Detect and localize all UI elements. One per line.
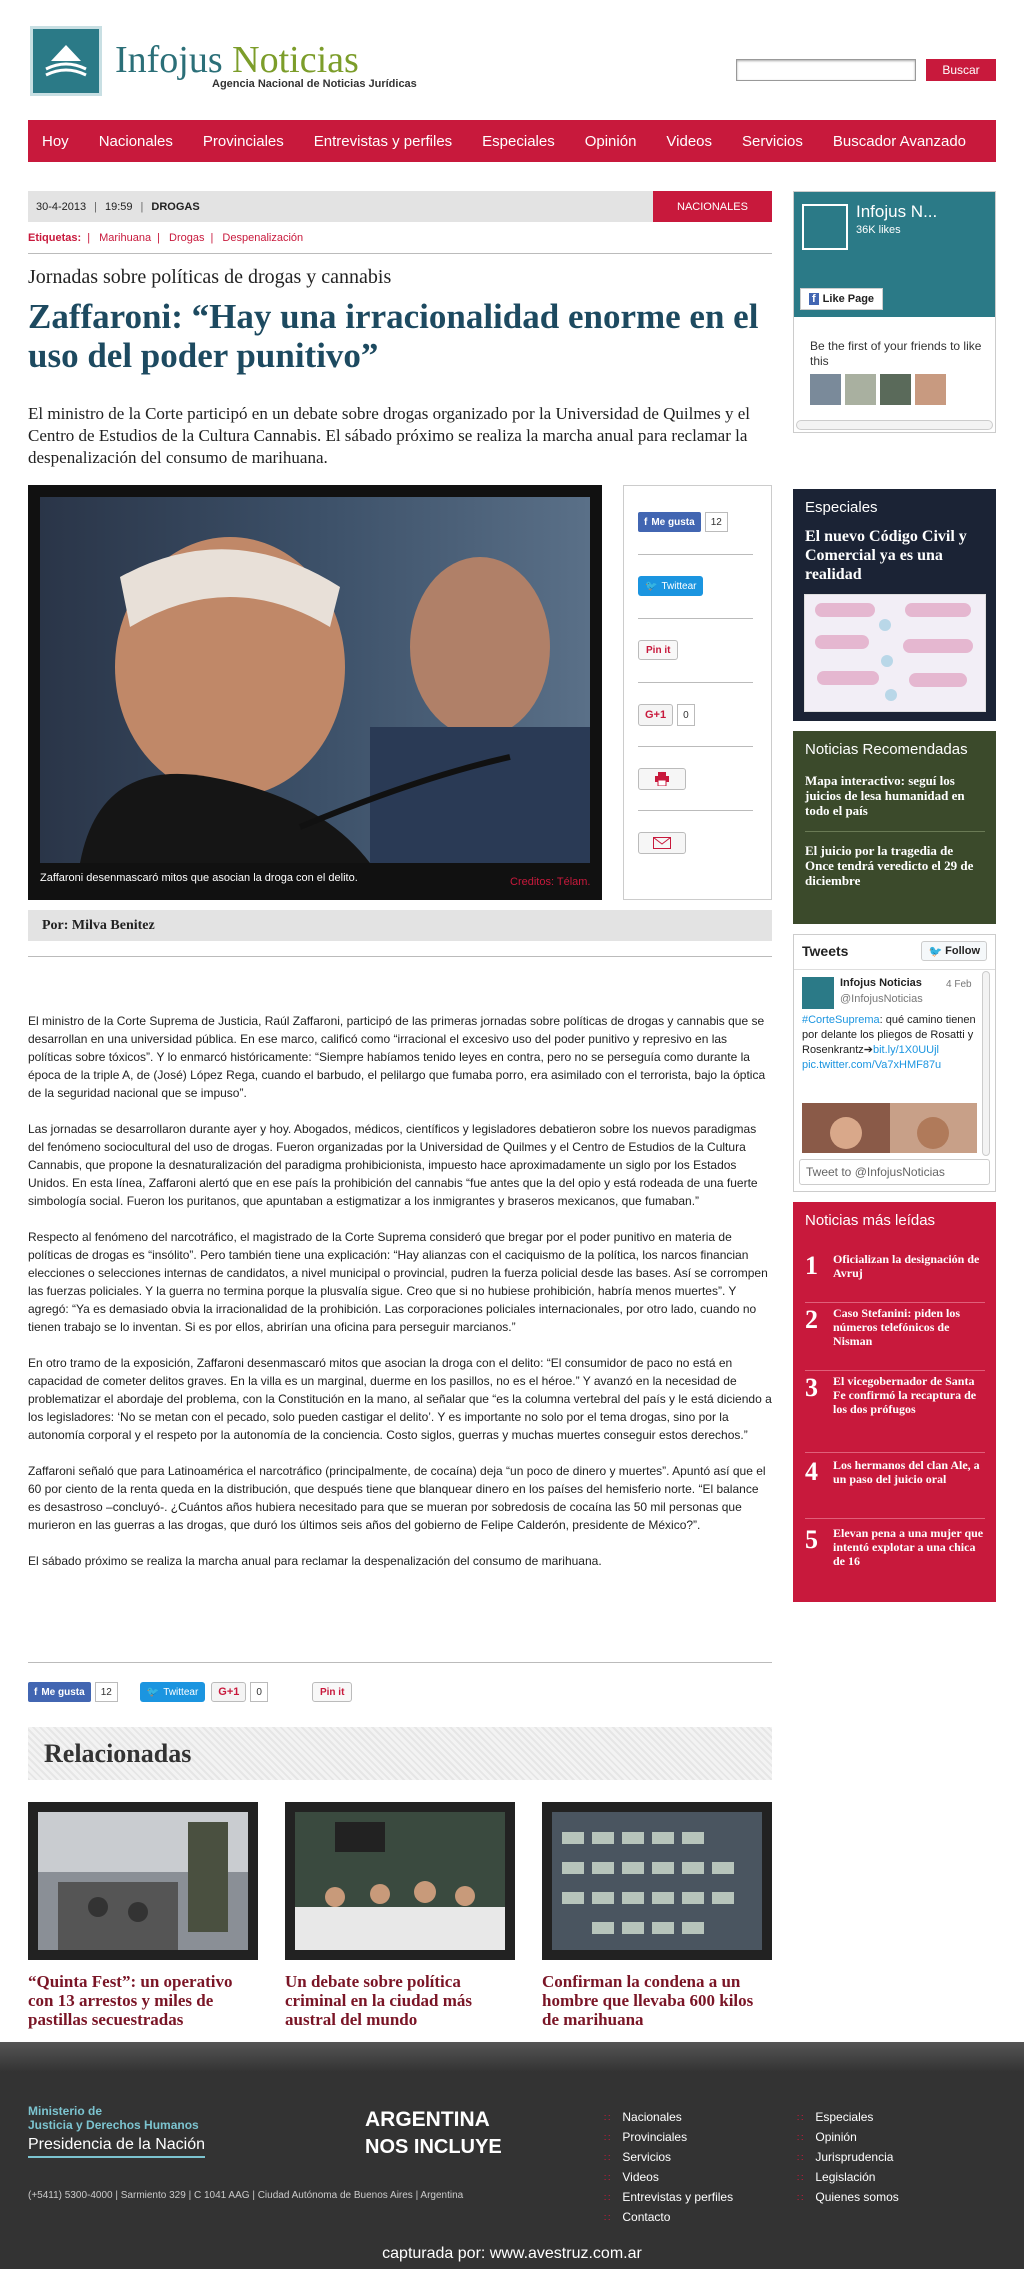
facebook-icon: f (809, 293, 819, 305)
divider (805, 1518, 985, 1519)
search-input[interactable] (736, 59, 916, 81)
twitter-share-label: Twittear (163, 1686, 199, 1698)
article-time: 19:59 (105, 200, 133, 213)
mas-leida-title[interactable]: Elevan pena a una mujer que intentó explotar a una chica de 16 (833, 1526, 984, 1568)
footer-link[interactable]: ∷ Entrevistas y perfiles (604, 2190, 734, 2204)
twitter-share-button[interactable] (140, 1682, 205, 1702)
facebook-like-count: 12 (705, 512, 728, 532)
nav-item-opinion[interactable]: Opinión (584, 132, 637, 150)
ministry-line-1: Ministerio de (28, 2104, 103, 2118)
tag-link[interactable]: Drogas (169, 232, 205, 244)
especiales-title[interactable]: El nuevo Código Civil y Comercial ya es una realidad (805, 528, 967, 583)
related-thumbnail[interactable] (28, 1802, 258, 1960)
tweet-user[interactable]: Infojus Noticias (840, 977, 922, 989)
especiales-image[interactable] (804, 594, 986, 712)
related-title[interactable]: Confirman la condena a un hombre que llevaba 600 kilos de marihuana (542, 1972, 754, 2029)
recomendadas-heading: Noticias Recomendadas (805, 741, 968, 758)
divider (805, 1370, 985, 1371)
print-button[interactable] (638, 768, 686, 790)
logo-title: Infojus Noticias (115, 39, 359, 81)
facebook-icon: f (34, 1686, 38, 1698)
tweets-heading: Tweets (802, 943, 849, 959)
nav-item-entrevistas[interactable]: Entrevistas y perfiles (313, 132, 453, 150)
nav-item-servicios[interactable]: Servicios (742, 132, 803, 150)
tag-link[interactable]: Despenalización (222, 232, 304, 244)
twitter-share-button[interactable] (638, 576, 703, 596)
footer-link[interactable]: ∷ Legislación (797, 2170, 876, 2184)
especiales-heading[interactable]: Especiales (805, 499, 878, 516)
horizontal-scrollbar[interactable] (796, 420, 993, 430)
footer-nos-incluye: NOS INCLUYE (365, 2136, 502, 2158)
google-plus-count: 0 (677, 704, 695, 726)
bottom-share-row (28, 1682, 352, 1702)
rank-number: 2 (805, 1305, 818, 1334)
tags-row: Etiquetas: | Marihuana | Drogas | Despenalización (28, 232, 304, 244)
article-paragraph: El sábado próximo se realiza la marcha anual para reclamar la despenalización del consumo de marihuana. (28, 1554, 602, 1568)
mas-leida-title[interactable]: Caso Stefanini: piden los números telefónicos de Nisman (833, 1306, 961, 1348)
mas-leidas-heading: Noticias más leídas (805, 1212, 936, 1229)
article-paragraph: Respecto al fenómeno del narcotráfico, el magistrado de la Corte Suprema consideró que bregar por el poder punitivo en materia de políticas de drogas es “insólito”. Pero también tiene una explicación: “Hay alianzas con el caciquismo de la política, los narcos financian elecciones o selecciones internas de candidatos, a nivel municipal o provincial, pudren la fuerza policial desde las bases. Así se corrompen las fuerzas policiales. Y la guerra no termina porque la plusvalía sigue. Creo que si no hubiese prohibición, habría menos muertes”. Y agregó: “Ya es demasiado obvia la irracionalidad de la prohibición. Las corporaciones policiales internacionales, por otro lado, cuando no tienen trabajo se lo inventan. Si es por ellos, abrirían una oficina para perseguir marcianos.” (28, 1230, 768, 1334)
facebook-friends-text: Be the first of your friends to like this (810, 339, 982, 368)
mas-leida-item[interactable] (805, 1252, 988, 1280)
twitter-follow-button[interactable] (921, 941, 987, 961)
divider (28, 1662, 772, 1663)
facebook-like-count: 12 (95, 1682, 118, 1702)
article-lead: El ministro de la Corte participó en un debate sobre drogas organizado por la Universidad de Quilmes y el Centro de Estudios de la Cultura Cannabis. El sábado próximo se realiza la marcha anual para reclamar la despenalización del consumo de marihuana. (28, 404, 750, 467)
facebook-page-name[interactable]: Infojus N... (856, 202, 938, 221)
related-title[interactable]: “Quinta Fest”: un operativo con 13 arrestos y miles de pastillas secuestradas (28, 1972, 233, 2029)
mas-leida-item[interactable] (805, 1374, 988, 1416)
footer-argentina: ARGENTINA (365, 2108, 490, 2131)
mas-leida-item[interactable] (805, 1526, 988, 1568)
mas-leida-item[interactable] (805, 1458, 988, 1486)
article-byline: Por: Milva Benitez (28, 910, 772, 941)
avatar[interactable] (810, 374, 841, 405)
divider (28, 253, 772, 254)
article-kicker: Jornadas sobre políticas de drogas y cannabis (28, 266, 392, 288)
site-logo[interactable] (30, 26, 102, 96)
rank-number: 5 (805, 1525, 818, 1554)
mas-leida-item[interactable] (805, 1306, 988, 1348)
email-button[interactable] (638, 832, 686, 854)
tweet-pic-link[interactable]: pic.twitter.com/Va7xHMF87u (802, 1059, 942, 1071)
footer-link[interactable]: ∷ Contacto (604, 2210, 671, 2224)
divider (638, 682, 753, 683)
footer (0, 2042, 1024, 2269)
ministry-line-2: Justicia y Derechos Humanos (28, 2118, 199, 2132)
related-thumbnail[interactable] (542, 1802, 772, 1960)
tweet-image[interactable] (802, 1103, 977, 1153)
footer-link[interactable]: ∷ Servicios (604, 2150, 672, 2164)
article-paragraph: En otro tramo de la exposición, Zaffaroni desenmascaró mitos que asocian la droga con el delito: “El consumidor de paco no está en capacidad de cometer delitos graves. En la villa es un marginal, duerme en los pasillos, no es el héroe.” Y avanzó en la necesidad de problematizar el abordaje del problema, con la Constitución en la mano, al señalar que “es la columna vertebral del país y le está diciendo a los legisladores: ‘No se metan con el pecado, solo pueden castigar el delito’. Y es importante no solo por el tema drogas, sino por la autonomía corporal y el respeto por la autonomía de la conciencia. Costo siglos, guerras y muchas muertes conseguir estos derechos.” (28, 1356, 772, 1442)
avatar[interactable] (880, 374, 911, 405)
divider (638, 810, 753, 811)
nav-item-videos[interactable]: Videos (666, 132, 713, 150)
avatar[interactable] (802, 977, 834, 1009)
footer-link[interactable]: ∷ Nacionales (604, 2110, 682, 2124)
search-button[interactable]: Buscar (926, 59, 996, 81)
photo-credit: Creditos: Télam. (510, 876, 591, 888)
facebook-like-label: Me gusta (41, 1686, 85, 1698)
divider (638, 554, 753, 555)
article-paragraph: Zaffaroni señaló que para Latinoamérica el narcotráfico (principalmente, de cocaína) deja “un poco de dinero y muertes”. Apuntó así que el 60 por ciento de la renta queda en la distribución, que después tiene que blanquear dinero en los países del hemisferio norte. “El balance es desastroso –concluyó-. ¿Cuántos años hubiera necesitado para que se mueran por sobredosis de cocaína las 50 mil personas que murieron en las guerras a las drogas, que duró los últimos seis años del gobierno de Felipe Calderón, presidente de México?”. (28, 1464, 766, 1532)
tweet-text (802, 1013, 977, 1073)
facebook-page-likes: 36K likes (856, 224, 901, 236)
facebook-like-button[interactable] (638, 512, 701, 532)
footer-link[interactable]: ∷ Opinión (797, 2130, 857, 2144)
rank-number: 3 (805, 1373, 818, 1402)
footer-link[interactable]: ∷ Especiales (797, 2110, 874, 2124)
tweet-link[interactable]: bit.ly/1X0UUjl (872, 1044, 939, 1056)
facebook-like-button[interactable] (28, 1682, 91, 1702)
article-category[interactable]: DROGAS (151, 200, 200, 213)
article-headline: Zaffaroni: “Hay una irracionalidad enorme en el uso del poder punitivo” (28, 297, 759, 375)
rank-number: 4 (805, 1457, 818, 1486)
divider (28, 956, 772, 957)
facebook-page-banner[interactable] (794, 192, 995, 317)
facebook-like-page-button[interactable] (800, 288, 883, 310)
twitter-icon: 🐦 (928, 945, 943, 958)
recomendadas-widget (793, 731, 996, 924)
vertical-scrollbar[interactable] (982, 971, 990, 1156)
avatar[interactable] (915, 374, 946, 405)
tweet-input[interactable]: Tweet to @InfojusNoticias (799, 1159, 990, 1185)
facebook-like-label: Me gusta (651, 516, 695, 528)
nav-item-hoy[interactable]: Hoy (42, 132, 69, 150)
google-plus-button[interactable]: G+1 (638, 704, 673, 726)
tags-label: Etiquetas: (28, 232, 82, 244)
print-icon (654, 772, 670, 786)
rank-number: 1 (805, 1251, 818, 1280)
divider (638, 746, 753, 747)
capture-watermark: capturada por: www.avestruz.com.ar (382, 2245, 642, 2262)
logo-subtitle: Agencia Nacional de Noticias Jurídicas (212, 78, 417, 90)
related-heading: Relacionadas (28, 1727, 772, 1780)
tweet-hashtag[interactable]: #CorteSuprema (802, 1014, 880, 1026)
divider (805, 831, 985, 832)
related-thumbnail[interactable] (285, 1802, 515, 1960)
footer-link[interactable]: ∷ Provinciales (604, 2130, 688, 2144)
divider (805, 1302, 985, 1303)
facebook-icon: f (644, 516, 648, 528)
related-title[interactable]: Un debate sobre política criminal en la ciudad más austral del mundo (285, 1972, 473, 2029)
section-badge[interactable]: NACIONALES (653, 191, 772, 222)
facebook-like[interactable] (638, 512, 728, 532)
article-photo (40, 497, 590, 863)
recomendada-link[interactable]: El juicio por la tragedia de Once tendrá veredicto el 29 de diciembre (805, 843, 974, 888)
tweet-handle[interactable]: @InfojusNoticias (840, 993, 923, 1005)
mas-leida-title[interactable]: El vicegobernador de Santa Fe confirmó la recaptura de los dos prófugos (833, 1374, 977, 1416)
tweet-body: : qué camino tienen por delante los pliegos de Rosatti y Rosenkrantz➔ (802, 1014, 976, 1056)
share-panel (623, 485, 772, 900)
mas-leida-title[interactable]: Los hermanos del clan Ale, a un paso del juicio oral (833, 1458, 980, 1486)
avatar[interactable] (845, 374, 876, 405)
article-meta-bar: 30-4-2013 | 19:59 | DROGAS (28, 191, 772, 222)
recomendada-link[interactable]: Mapa interactivo: seguí los juicios de lesa humanidad en todo el país (805, 773, 965, 818)
footer-presidencia[interactable]: Presidencia de la Nación (28, 2136, 205, 2158)
facebook-friend-avatars (810, 374, 946, 405)
photo-caption: Zaffaroni desenmascaró mitos que asocian la droga con el delito. (40, 872, 358, 884)
pinterest-button[interactable]: Pin it (312, 1682, 352, 1702)
nav-item-nacionales[interactable]: Nacionales (98, 132, 173, 150)
follow-label: Follow (945, 945, 980, 957)
nav-item-especiales[interactable]: Especiales (482, 132, 555, 150)
facebook-page-widget (793, 191, 996, 433)
twitter-widget (793, 934, 996, 1192)
page-avatar (802, 204, 848, 250)
footer-ministry[interactable] (28, 2104, 199, 2132)
twitter-share-label: Twittear (661, 580, 697, 592)
article-paragraph: Las jornadas se desarrollaron durante ayer y hoy. Abogados, médicos, científicos y legisladores debatieron sobre los nuevos paradigmas del fenómeno sociocultural del uso de drogas. Fueron organizadas por la Universidad de Quilmes y el Centro de Estudios de la Cultura Cannabis, que propone la desnaturalización del paradigma prohibicionista, impuesto hace aproximadamente un siglo por los Estados Unidos. En esta línea, Zaffaroni alertó que en ese país la prohibición del cannabis “fue antes que la del opio y está rodeada de una fuerte simbología social. Fueron los puritanos, que apuntaban a estigmatizar a los inmigrantes y braseros mexicanos, que fumaban.” (28, 1122, 758, 1208)
mas-leida-title[interactable]: Oficializan la designación de Avruj (833, 1252, 980, 1280)
tweet-date[interactable]: 4 Feb (946, 979, 972, 990)
especiales-widget (793, 489, 996, 721)
nav-item-provinciales[interactable]: Provinciales (202, 132, 284, 150)
twitter-icon: 🐦 (146, 1686, 160, 1698)
main-nav (28, 120, 996, 162)
logo-book-icon (41, 39, 91, 83)
tag-link[interactable]: Marihuana (99, 232, 152, 244)
footer-address: (+5411) 5300-4000 | Sarmiento 329 | C 1041 AAG | Ciudad Autónoma de Buenos Aires | Argentina (28, 2190, 464, 2201)
like-page-label: Like Page (822, 293, 875, 305)
article-body (28, 1012, 772, 1588)
divider (638, 618, 753, 619)
divider (805, 1452, 985, 1453)
nav-item-buscador[interactable]: Buscador Avanzado (832, 132, 967, 150)
footer-link[interactable]: ∷ Videos (604, 2170, 659, 2184)
twitter-icon: 🐦 (645, 580, 658, 592)
footer-link[interactable]: ∷ Jurisprudencia (797, 2150, 894, 2164)
envelope-icon (653, 837, 671, 849)
article-paragraph: El ministro de la Corte Suprema de Justicia, Raúl Zaffaroni, participó de las primeras jornadas sobre políticas de drogas y cannabis que se desarrollan en una universidad pública. En ese marco, calificó como “irracional el excesivo uso del poder punitivo y represivo en las políticas sobre tóxicos”. Y lo enmarcó históricamente: “Siempre habíamos tenido leyes en contra, pero no se perseguía como durante la época de la triple A, de (José) López Rega, cuando el barbudo, el pelilargo que fumaba porro, era asimilado con el terrorista, bajo la óptica de la seguridad nacional que se impuso”. (28, 1014, 766, 1100)
google-plus-button[interactable]: G+1 (211, 1682, 246, 1702)
google-plus-count: 0 (250, 1682, 268, 1702)
article-date: 30-4-2013 (36, 200, 87, 213)
divider (794, 969, 995, 970)
footer-link[interactable]: ∷ Quienes somos (797, 2190, 899, 2204)
pinterest-button[interactable]: Pin it (638, 640, 678, 660)
mas-leidas-widget (793, 1202, 996, 1602)
